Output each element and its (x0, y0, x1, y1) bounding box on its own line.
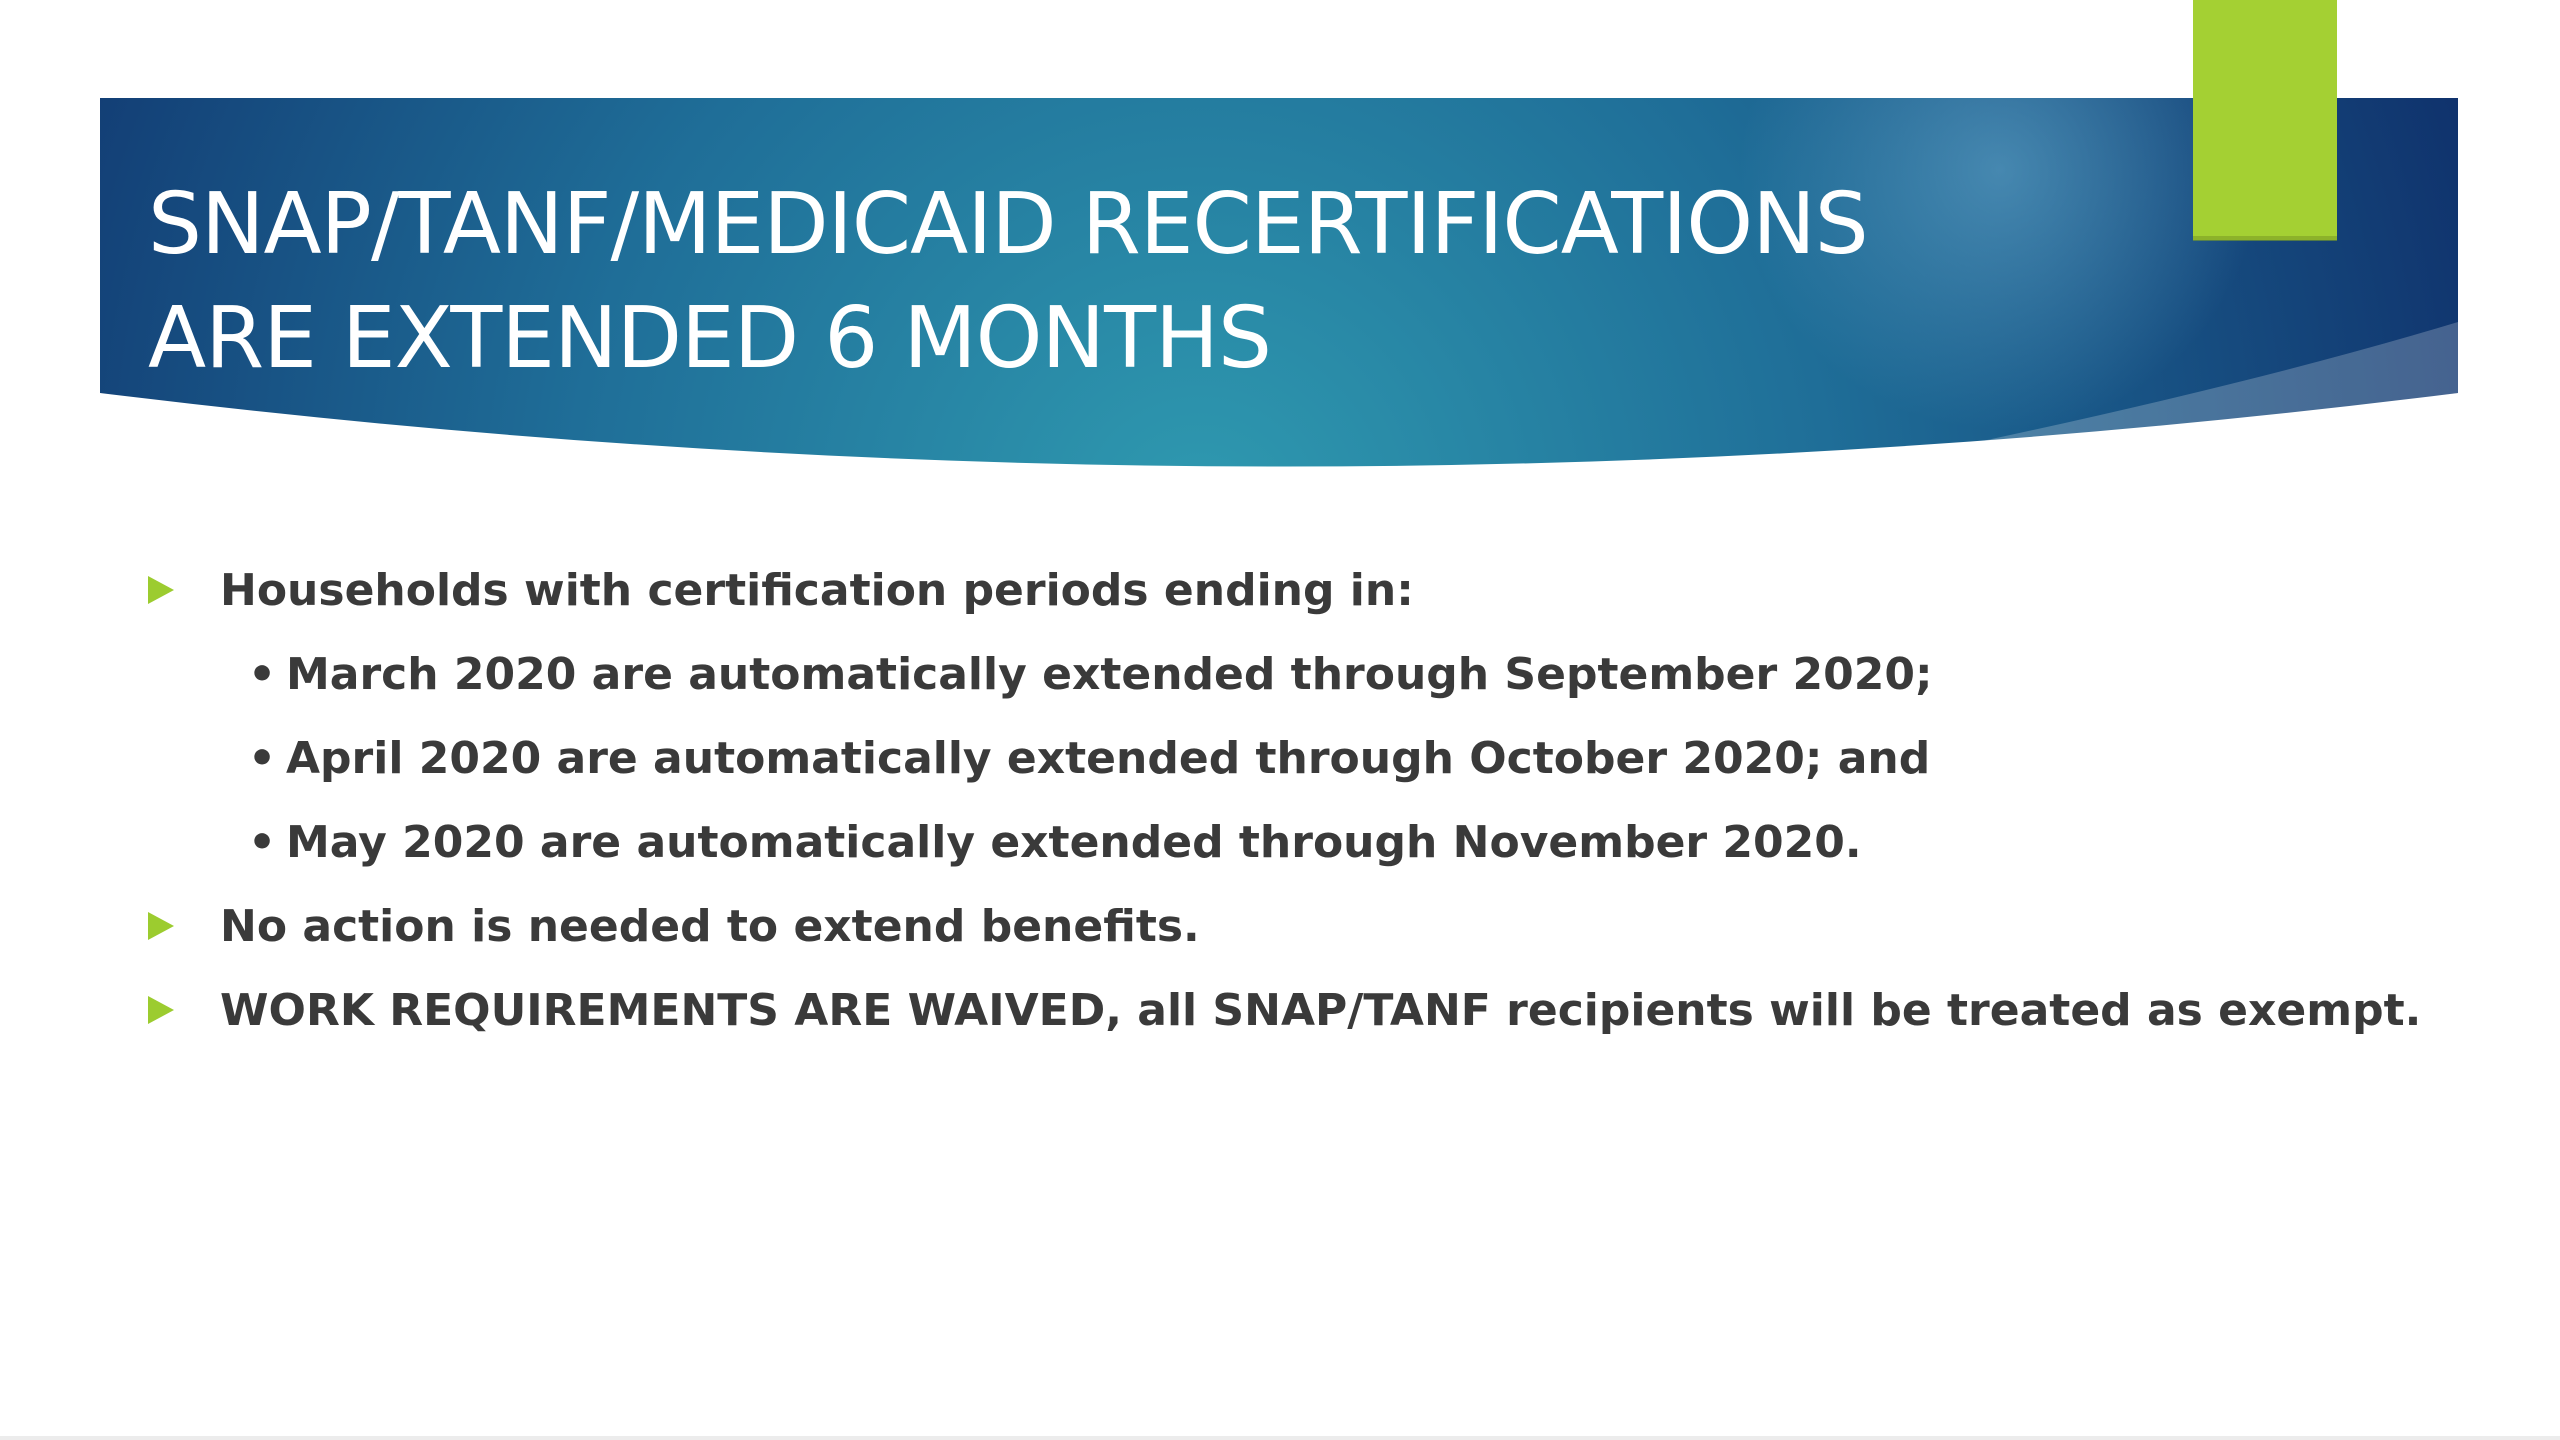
list-item (148, 968, 2448, 1052)
list-item (148, 884, 2448, 968)
bullet-list (148, 548, 2448, 1052)
triangle-bullet-icon (148, 996, 174, 1024)
dot-bullet-icon: • (248, 732, 277, 784)
slide-title-line-2: ARE EXTENDED 6 MONTHS (148, 289, 1271, 388)
bullet-text: WORK REQUIREMENTS ARE WAIVED, all SNAP/TANF recipients will be treated as exempt. (220, 984, 2422, 1036)
dot-bullet-icon: • (248, 816, 277, 868)
bullet-text: Households with certification periods ending in: (220, 564, 1414, 616)
sub-bullet-text: March 2020 are automatically extended through September 2020; (286, 648, 1933, 700)
slide-bottom-edge (0, 1436, 2560, 1440)
sub-bullet-text: May 2020 are automatically extended through November 2020. (286, 816, 1862, 868)
sub-list-item (148, 632, 2448, 716)
sub-list-item (148, 716, 2448, 800)
dot-bullet-icon: • (248, 648, 277, 700)
triangle-bullet-icon (148, 912, 174, 940)
slide-title-line-1: SNAP/TANF/MEDICAID RECERTIFICATIONS (148, 175, 1868, 274)
sub-list-item (148, 800, 2448, 884)
sub-bullet-text: April 2020 are automatically extended through October 2020; and (286, 732, 1931, 784)
list-item (148, 548, 2448, 632)
bullet-text: No action is needed to extend benefits. (220, 900, 1200, 952)
triangle-bullet-icon (148, 576, 174, 604)
slide-title (148, 168, 2148, 396)
